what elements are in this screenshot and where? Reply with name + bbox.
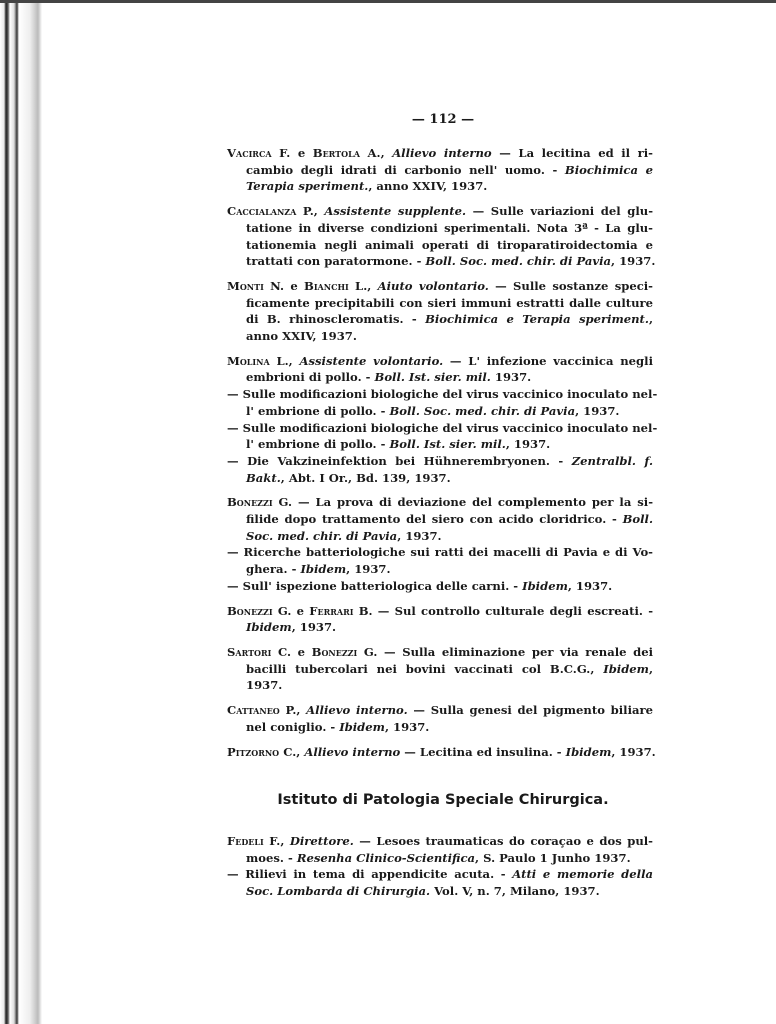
italic-text: Boll. Soc. med. chir. di Pavia [425, 254, 612, 269]
text: , [648, 661, 653, 676]
italic-text: Direttore. [289, 834, 354, 848]
text: — Ricerche batteriologiche sui ratti dei macelli di Pavia e di Vo- [227, 545, 653, 560]
text: — Rilievi in tema di appendicite acuta. - [227, 867, 513, 882]
text: P., [279, 703, 307, 718]
page-number: — 112 — [411, 112, 475, 127]
author-name: Bonezzi [227, 603, 273, 618]
text: — Sull' ispezione batteriologica delle carni. - [227, 578, 523, 593]
entry-line [227, 866, 653, 883]
bibliography-list-chirurgica [227, 833, 653, 908]
text: — Sulla genesi del pigmento biliare [407, 703, 653, 718]
bibliography-list [227, 145, 658, 768]
italic-text: Ibidem [339, 719, 385, 734]
text: , Abt. I Or., Bd. 139, 1937. [280, 470, 451, 485]
entry-line [227, 420, 658, 437]
italic-text: Terapia speriment. [246, 179, 369, 194]
text: , 1937. [611, 744, 656, 759]
text: F., [263, 834, 290, 848]
book-binding-edge [0, 0, 48, 1024]
italic-text: Soc. med. chir. di Pavia [246, 528, 398, 543]
text: nel coniglio. - [246, 719, 340, 734]
text: C., [279, 744, 305, 759]
italic-text: Atti e memorie della [512, 867, 653, 882]
italic-text: Bakt. [246, 470, 281, 485]
entry-line [227, 328, 653, 345]
italic-text: Boll. Ist. sier. mil. [374, 370, 491, 385]
entry-line [227, 619, 653, 636]
italic-text: Biochimica e Terapia speriment. [425, 312, 649, 327]
text: Vol. V, n. 7, Milano, 1937. [430, 884, 600, 899]
section-heading: Istituto di Patologia Speciale Chirurgica. [277, 792, 609, 808]
entry-line [227, 369, 653, 386]
text: tationemia negli animali operati di tiroparatiroidectomia e [246, 237, 653, 252]
entry-line [227, 295, 653, 312]
author-name: Pitzorno [227, 744, 280, 759]
italic-text: Allievo interno. [306, 703, 408, 718]
text: G. — Sulla eliminazione per via renale dei [357, 644, 653, 659]
text: , 1937. [575, 403, 620, 418]
italic-text: Ibidem [300, 562, 347, 577]
italic-text: Assistente volontario. [299, 353, 444, 368]
text: G. e [272, 603, 310, 618]
text: l' embrione di pollo. - [246, 437, 390, 452]
italic-text: Soc. Lombarda di Chirurgia. [246, 884, 431, 899]
entry-line [227, 544, 653, 561]
text: P., [296, 204, 325, 219]
entry-line [227, 386, 658, 403]
text: , S. Paulo 1 Junho 1937. [475, 850, 631, 865]
entry-line [227, 278, 653, 295]
author-name: Ferrari [309, 603, 354, 618]
author-name: Fedeli [227, 834, 264, 848]
entry-line [227, 744, 656, 761]
text: , anno XXIV, 1937. [368, 179, 488, 194]
author-name: Bertola [312, 146, 360, 160]
entry-line [227, 453, 653, 470]
italic-text: Ibidem [522, 578, 568, 593]
bibliography-entry [227, 702, 653, 735]
text: — Die Vakzineinfektion bei Hühnerembryonen. - [227, 453, 572, 468]
text: filide dopo trattamento del siero con acido cloridrico. - [246, 512, 623, 527]
text: ghera. - [246, 562, 301, 577]
author-name: Caccialanza [227, 204, 297, 219]
text: ficamente precipitabili con sieri immuni estratti dalle culture [246, 295, 653, 310]
entry-line [227, 353, 653, 370]
bibliography-entry [227, 278, 653, 345]
entry-line [227, 883, 653, 900]
italic-text: Boll. [622, 512, 653, 527]
entry-line [227, 511, 653, 528]
bibliography-entry [227, 744, 656, 761]
author-name: Sartori [227, 644, 272, 659]
author-name: Monti [227, 278, 264, 293]
text: L., [348, 278, 378, 293]
text: N. e [263, 278, 305, 293]
text: — Sulle modificazioni biologiche del virus vaccinico inoculato nel- [227, 420, 658, 435]
text: C. e [271, 644, 312, 659]
author-name: Molina [227, 353, 270, 368]
text: L., [269, 353, 300, 368]
text: anno XXIV, 1937. [246, 329, 357, 344]
text: , [648, 312, 653, 327]
text: G. — La prova di deviazione del complemento per la si- [272, 495, 653, 510]
italic-text: Biochimica e [564, 162, 653, 177]
bibliography-entry [227, 145, 653, 195]
entry-line [227, 644, 653, 661]
text: , 1937. [397, 528, 442, 543]
text: , 1937. [346, 562, 391, 577]
text: , 1937. [567, 578, 613, 593]
author-name: Bonezzi [311, 644, 358, 659]
entry-line [227, 178, 653, 195]
entry-line [227, 162, 653, 179]
entry-line [227, 220, 653, 237]
text: — Lecitina ed insulina. - [400, 744, 566, 759]
text: trattati con paratormone. - [246, 254, 426, 269]
entry-line [227, 603, 653, 620]
text: , 1937. [505, 437, 551, 452]
scan-top-edge [0, 0, 776, 3]
italic-text: Aiuto volontario. [377, 278, 489, 293]
text: — L' infezione vaccinica negli [443, 353, 653, 368]
entry-line [227, 494, 653, 511]
bibliography-entry [227, 353, 658, 487]
italic-text: Assistente supplente. [324, 204, 466, 219]
entry-line [227, 403, 653, 420]
entry-line [227, 145, 653, 162]
text: B. — Sul controllo culturale degli escreati. - [353, 603, 653, 618]
text: cambio degli idrati di carbonio nell' uomo. - [246, 162, 565, 177]
text: 1937. [490, 370, 532, 385]
text: 1937. [246, 678, 283, 693]
text: F. e [271, 146, 313, 160]
entry-line [227, 470, 653, 487]
text: , 1937. [611, 254, 656, 269]
entry-line [227, 833, 653, 850]
entry-line [227, 237, 653, 254]
entry-line [227, 561, 653, 578]
entry-line [227, 311, 653, 328]
text: di B. rhinoscleromatis. - [246, 312, 426, 327]
text: , 1937. [291, 620, 337, 635]
text: , 1937. [384, 719, 430, 734]
text: — Sulle modificazioni biologiche del virus vaccinico inoculato nel- [227, 387, 658, 402]
italic-text: Allievo interno [392, 146, 492, 160]
entry-line [227, 677, 653, 694]
italic-text: Boll. Soc. med. chir. di Pavia [389, 403, 576, 418]
italic-text: Ibidem [246, 620, 292, 635]
italic-text: Ibidem [565, 744, 612, 759]
italic-text: Boll. Ist. sier. mil. [389, 437, 506, 452]
text: tatione in diverse condizioni sperimentali. Nota 3ª - La glu- [246, 220, 653, 235]
author-name: Bonezzi [227, 495, 273, 510]
text: — Lesoes traumaticas do coraçao e dos pul- [353, 834, 653, 848]
text: l' embrione di pollo. - [246, 403, 390, 418]
entry-line [227, 253, 656, 270]
author-name: Bianchi [304, 278, 349, 293]
text: — La lecitina ed il ri- [491, 146, 653, 160]
author-name: Vacirca [227, 146, 272, 160]
bibliography-entry [227, 603, 653, 636]
bibliography-entry [227, 494, 653, 594]
entry-line [227, 528, 653, 545]
text: embrioni di pollo. - [246, 370, 375, 385]
entry-line [227, 661, 653, 678]
bibliography-entry [227, 644, 653, 694]
entry-line [227, 850, 653, 867]
entry-line [227, 436, 653, 453]
italic-text: Resenha Clinico-Scientifica [296, 850, 476, 865]
italic-text: Zentralbl. f. [571, 453, 653, 468]
entry-line [227, 578, 653, 595]
bibliography-entry [227, 833, 653, 900]
text: — Sulle variazioni del glu- [466, 204, 654, 219]
text: moes. - [246, 850, 297, 865]
entry-line [227, 702, 653, 719]
entry-line [227, 203, 653, 220]
author-name: Cattaneo [227, 703, 280, 718]
italic-text: Allievo interno [304, 744, 401, 759]
entry-line [227, 719, 653, 736]
text: A., [359, 146, 393, 160]
text: — Sulle sostanze speci- [488, 278, 653, 293]
text: bacilli tubercolari nei bovini vaccinati col B.C.G., [246, 661, 604, 676]
bibliography-entry [227, 203, 656, 270]
italic-text: Ibidem [603, 661, 649, 676]
